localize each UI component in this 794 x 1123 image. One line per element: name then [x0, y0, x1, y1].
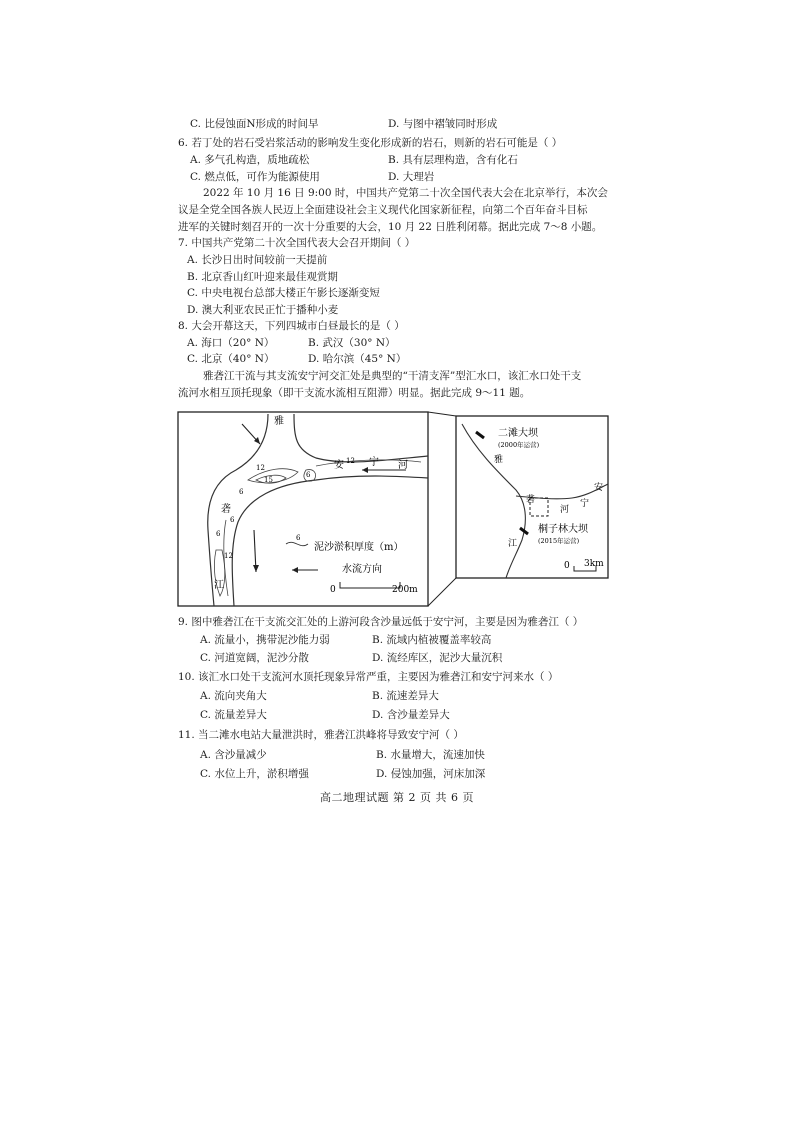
q7-stem: 7. 中国共产党第二十次全国代表大会召开期间（ ） [178, 237, 416, 249]
q6-option-c: C. 燃点低，可作为能源使用 [190, 171, 320, 183]
contour-value: 6 [216, 530, 221, 538]
q7-option-c: C. 中央电视台总部大楼正午影长逐渐变短 [187, 287, 380, 299]
main-river-char: 江 [214, 580, 224, 591]
q9-option-c: C. 河道宽阔，泥沙分散 [200, 652, 309, 664]
q7-option-d: D. 澳大利亚农民正忙于播种小麦 [187, 304, 339, 316]
passage-7-8-line-2: 议是全党全国各族人民迈上全面建设社会主义现代化国家新征程，向第二个百年奋斗目标 [178, 204, 588, 216]
q10-option-c: C. 流量差异大 [200, 709, 267, 721]
q11-option-c: C. 水位上升，淤积增强 [200, 768, 309, 780]
main-river-char: 雅 [274, 416, 284, 427]
q11-stem: 11. 当二滩水电站大量泄洪时，雅砻江洪峰将导致安宁河（ ） [178, 729, 464, 741]
connector-top [428, 412, 456, 416]
page-footer: 高二地理试题 第 2 页 共 6 页 [320, 791, 474, 804]
passage-9-11-line-1: 雅砻江干流与其支流安宁河交汇处是典型的“干清支浑”型汇水口，该汇水口处干支 [203, 370, 582, 382]
main-scale-zero: 0 [330, 585, 336, 595]
q7-option-b: B. 北京香山红叶迎来最佳观赏期 [187, 271, 338, 283]
legend-contour-label: 泥沙淤积厚度（m） [314, 542, 404, 553]
q8-option-c: C. 北京（40° N） [187, 353, 275, 365]
q11-option-a: A. 含沙量减少 [200, 749, 267, 761]
q11-option-d: D. 侵蚀加强，河床加深 [376, 768, 486, 780]
inset-scale-zero: 0 [564, 561, 570, 571]
legend-contour-value: 6 [296, 534, 301, 542]
q6-option-a: A. 多气孔构造，质地疏松 [190, 154, 310, 166]
q9-option-b: B. 流域内植被覆盖率较高 [372, 634, 492, 646]
q8-option-b: B. 武汉（30° N） [308, 337, 396, 349]
main-river-char: 宁 [369, 457, 379, 468]
q7-option-a: A. 长沙日出时间较前一天提前 [187, 254, 328, 266]
main-scale-end: 200m [392, 585, 418, 595]
passage-9-11-line-2: 流河水相互顶托现象（即干支流水流相互阻滞）明显。据此完成 9～11 题。 [178, 387, 531, 399]
ertan-dam-note: (2000年运营) [498, 441, 540, 449]
legend-flow-label: 水流方向 [342, 564, 382, 575]
passage-7-8-line-3: 进军的关键时刻召开的一次十分重要的大会，10 月 22 日胜利闭幕。据此完成 7～8 小题。 [178, 221, 603, 233]
contour-value: 12 [346, 457, 355, 465]
q6-option-d: D. 大理岩 [388, 171, 435, 183]
main-river-char: 河 [398, 460, 408, 471]
q9-option-d: D. 流经库区，泥沙大量沉积 [372, 652, 503, 664]
inset-river-char: 河 [560, 505, 570, 515]
q11-option-b: B. 水量增大，流速加快 [376, 749, 485, 761]
inset-river-char: 宁 [580, 499, 590, 509]
passage-7-8-line-1: 2022 年 10 月 16 日 9:00 时，中国共产党第二十次全国代表大会在北京举行，本次会 [203, 187, 608, 199]
q5-option-c: C. 比侵蚀面N形成的时间早 [190, 118, 319, 130]
main-river-char: 安 [334, 460, 344, 471]
tongzilin-dam-note: (2015年运营) [538, 537, 580, 545]
inset-river-char: 安 [594, 483, 604, 493]
q9-stem: 9. 图中雅砻江在干支流交汇处的上游河段含沙量远低于安宁河，主要是因为雅砻江（ ） [178, 616, 584, 628]
contour-value: 6 [239, 488, 244, 496]
ertan-dam-label: 二滩大坝 [498, 428, 538, 439]
contour-value: 6 [230, 516, 235, 524]
contour-value: 12 [224, 552, 233, 560]
inset-river-char: 砻 [526, 495, 536, 505]
q8-option-a: A. 海口（20° N） [187, 337, 275, 349]
contour-value: 15 [264, 476, 273, 484]
contour-value: 6 [306, 471, 311, 479]
q10-stem: 10. 该汇水口处干支流河水顶托现象异常严重，主要因为雅砻江和安宁河来水（ ） [178, 671, 559, 683]
connector-bottom [428, 578, 456, 606]
q6-stem: 6. 若丁处的岩石受岩浆活动的影响发生变化形成新的岩石，则新的岩石可能是（ ） [178, 137, 563, 149]
inset-river-char: 雅 [494, 455, 504, 465]
q5-option-d: D. 与图中褶皱同时形成 [388, 118, 498, 130]
q8-stem: 8. 大会开幕这天，下列四城市白昼最长的是（ ） [178, 320, 405, 332]
q6-option-b: B. 具有层理构造，含有化石 [388, 154, 518, 166]
q8-option-d: D. 哈尔滨（45° N） [308, 353, 407, 365]
main-river-char: 砻 [221, 504, 231, 515]
contour-value: 12 [256, 464, 265, 472]
q10-option-b: B. 流速差异大 [372, 690, 439, 702]
river-confluence-figure [176, 410, 612, 610]
tongzilin-dam-label: 桐子林大坝 [538, 524, 588, 535]
inset-river-char: 江 [508, 539, 518, 549]
q10-option-d: D. 含沙量差异大 [372, 709, 450, 721]
q10-option-a: A. 流向夹角大 [200, 690, 267, 702]
inset-scale-end: 3km [584, 559, 604, 569]
q9-option-a: A. 流量小，携带泥沙能力弱 [200, 634, 330, 646]
